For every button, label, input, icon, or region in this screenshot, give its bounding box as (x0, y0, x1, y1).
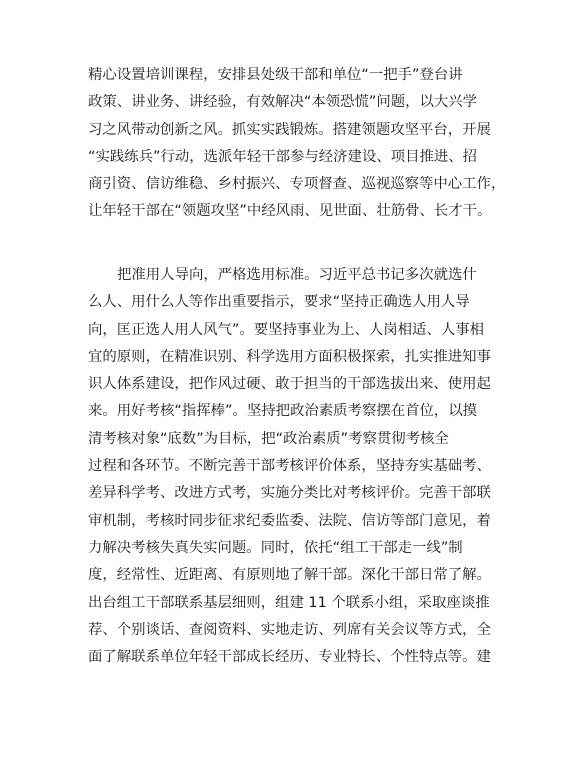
paragraph-1-line: “实践练兵”行动，选派年轻干部参与经济建设、项目推进、招 (88, 148, 478, 165)
paragraph-1-line: 商引资、信访维稳、乡村振兴、专项督查、巡视巡察等中心工作， (88, 176, 506, 193)
paragraph-2-line: 出台组工干部联系基层细则，组建 11 个联系小组，采取座谈推 (88, 594, 490, 611)
paragraph-1-line: 让年轻干部在“领题攻坚”中经风雨、见世面、壮筋骨、长才干。 (88, 203, 492, 220)
paragraph-1-line: 政策、讲业务、讲经验，有效解决“本领恐慌”问题，以大兴学 (88, 94, 478, 111)
paragraph-2-line: 把准用人导向，严格选用标准。习近平总书记多次就选什 (117, 267, 477, 283)
paragraph-2-line: 清考核对象“底数”为目标，把“政治素质”考察贯彻考核全 (88, 430, 449, 447)
paragraph-2-line: 么人、用什么人等作出重要指示，要求“坚持正确选人用人导 (88, 294, 470, 311)
paragraph-1 (88, 62, 508, 226)
paragraph-2-line: 来。用好考核“指挥棒”。坚持把政治素质考察摆在首位，以摸 (88, 403, 478, 420)
paragraph-2-line: 荐、个别谈话、查阅资料、实地走访、列席有关会议等方式，全 (88, 621, 491, 638)
paragraph-2-line: 向，匡正选人用人风气”。要坚持事业为上、人岗相适、人事相 (88, 321, 485, 338)
paragraph-1-line: 精心设置培训课程，安排县处级干部和单位“一把手”登台讲 (88, 67, 463, 83)
paragraph-2-line: 度，经常性、近距离、有原则地了解干部。深化干部日常了解。 (88, 567, 491, 584)
paragraph-2 (88, 262, 508, 671)
paragraph-1-line: 习之风带动创新之风。抓实实践锻炼。搭建领题攻坚平台，开展 (88, 121, 491, 138)
paragraph-2-line: 过程和各环节。不断完善干部考核评价体系，坚持夯实基础考、 (88, 458, 491, 475)
paragraph-2-line: 面了解联系单位年轻干部成长经历、专业特长、个性特点等。建 (88, 649, 491, 666)
paragraph-2-line: 力解决考核失真失实问题。同时，依托“组工干部走一线”制 (88, 539, 463, 556)
paragraph-2-line: 差异科学考、改进方式考，实施分类比对考核评价。完善干部联 (88, 485, 491, 502)
paragraph-2-line: 审机制，考核时同步征求纪委监委、法院、信访等部门意见，着 (88, 512, 491, 529)
paragraph-2-line: 识人体系建设，把作风过硬、敢于担当的干部选拔出来、使用起 (88, 376, 491, 393)
paragraph-2-line: 宜的原则，在精准识别、科学选用方面积极探索，扎实推进知事 (88, 348, 491, 365)
